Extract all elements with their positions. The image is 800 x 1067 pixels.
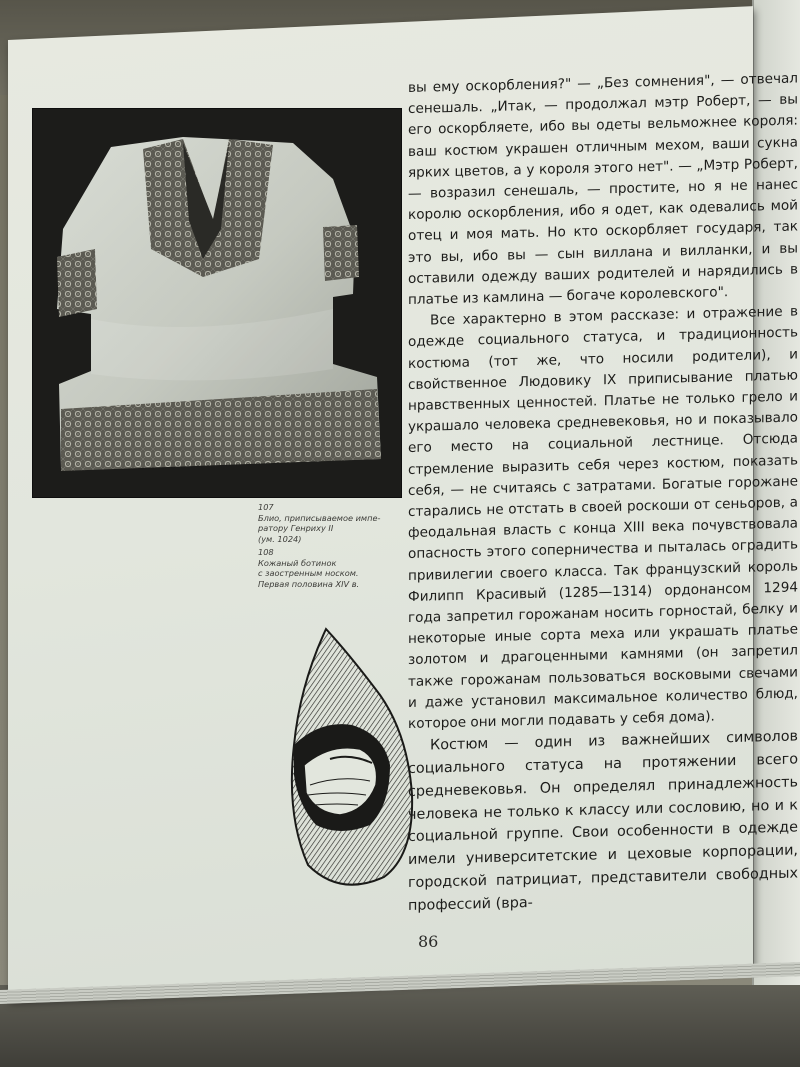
paragraph-1: вы ему оскорбления?" — „Без сомнения", — отвечал сенешаль. „Итак, — продолжал мэтр Роберт, — вы его оскорбляете, ибо вы одеты вельможнее короля: ваш костюм украшен отличным мехом, ваши сукна ярких цветов, а у короля этого нет". — „Мэтр Роберт, — возразил сенешаль, — простите, но я не нанес королю оскорбления, ибо я одет, как одевались мой отец и моя мать. Но кто оскорбляет государя, так это вы, ибо вы — сын виллана и вилланки, и вы оставили одежду ваших родителей и нарядились в платье из камлина — богаче королевского". — [408, 70, 798, 309]
figure-caption — [258, 502, 398, 589]
caption-line: с заостренным носком. — [258, 568, 359, 578]
tunic-photo — [32, 108, 402, 498]
body-text — [408, 68, 798, 917]
caption-line: (ум. 1024) — [258, 533, 302, 544]
caption-line: Кожаный ботинок — [258, 557, 337, 568]
caption-number-108: 108 — [258, 547, 274, 557]
page-number: 86 — [418, 932, 439, 951]
caption-line: Первая половина XIV в. — [258, 578, 360, 589]
boot-illustration — [280, 625, 420, 895]
paragraph-2: Все характерно в этом рассказе: и отражение в одежде социального статуса, и традиционность костюма (тот же, что носили родители), и свойственное Людовику IX приписывание платью нравственных ценностей. Платье не только грело и украшало человека средневековья, но и показывало его место на социальной лестнице. Отсюда стремление выразить себя через костюм, показать себя, — не считаясь с затратами. Богатые горожане старались не отстать в своей роскоши от сеньоров, а феодальная власть с конца XIII века почувствовала опасность этого соперничества и пыталась оградить привилегии своего класса. Так французский король Филипп Красивый (1285—1314) ордонансом 1294 года запретил горожанам носить горностай, белку и некоторые иные сорта меха или украшать платье золотом и драгоценными камнями (он запретил также горожанам пользоваться восковыми свечами и даже установил максимальное количество блюд, которое они могли подавать у себя дома). — [408, 303, 798, 733]
caption-number-107: 107 — [258, 502, 274, 512]
caption-line: ратору Генриху II — [258, 523, 334, 533]
paragraph-3: Костюм — один из важнейших символов социального статуса на протяжении всего средневековья. Он определял принадлежность человека не только к классу или сословию, но и к социальной группе. Свои особенности в одежде имели университетские и цеховые корпорации, городской патрициат, представители свободных профессий (вра- — [408, 728, 798, 914]
caption-line: Блио, приписываемое импе- — [258, 512, 381, 523]
